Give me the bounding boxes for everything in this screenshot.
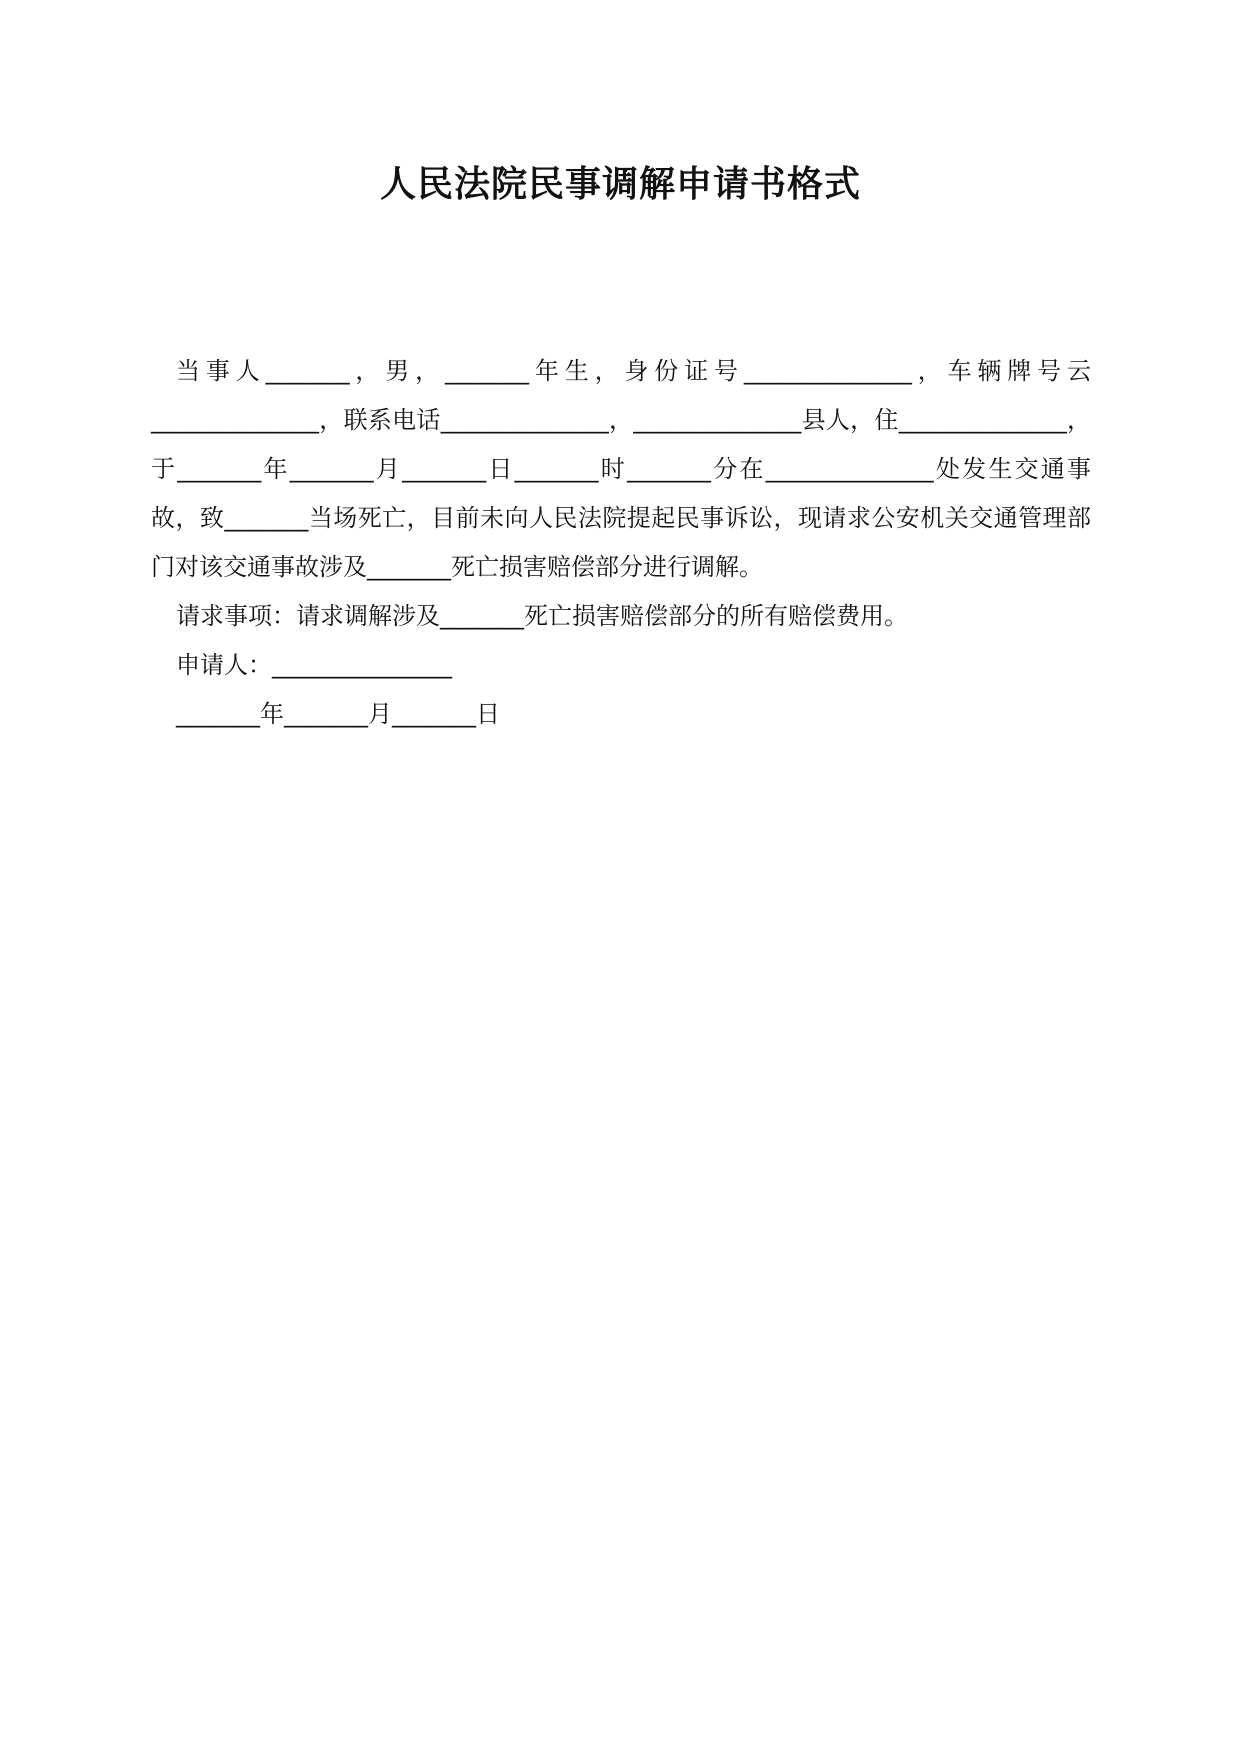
main-paragraph: 当事人_______，男，_______年生，身份证号______________，车辆牌号云______________，联系电话______________，______________县人，住______________，于_______年_______月_______日_______时_______分在______________处发生交通事故，致_______当场死亡，目前未向人民法院提起民事诉讼，现请求公安机关交通管理部门对该交通事故涉及_______死亡损害赔偿部分进行调解。 bbox=[151, 357, 1091, 581]
document-body bbox=[151, 347, 1091, 739]
request-items-line: 请求事项：请求调解涉及_______死亡损害赔偿部分的所有赔偿费用。 bbox=[176, 602, 908, 630]
date-line: _______年_______月_______日 bbox=[176, 700, 500, 728]
applicant-line: 申请人：_______________ bbox=[176, 651, 452, 679]
document-title: 人民法院民事调解申请书格式 bbox=[379, 164, 861, 205]
